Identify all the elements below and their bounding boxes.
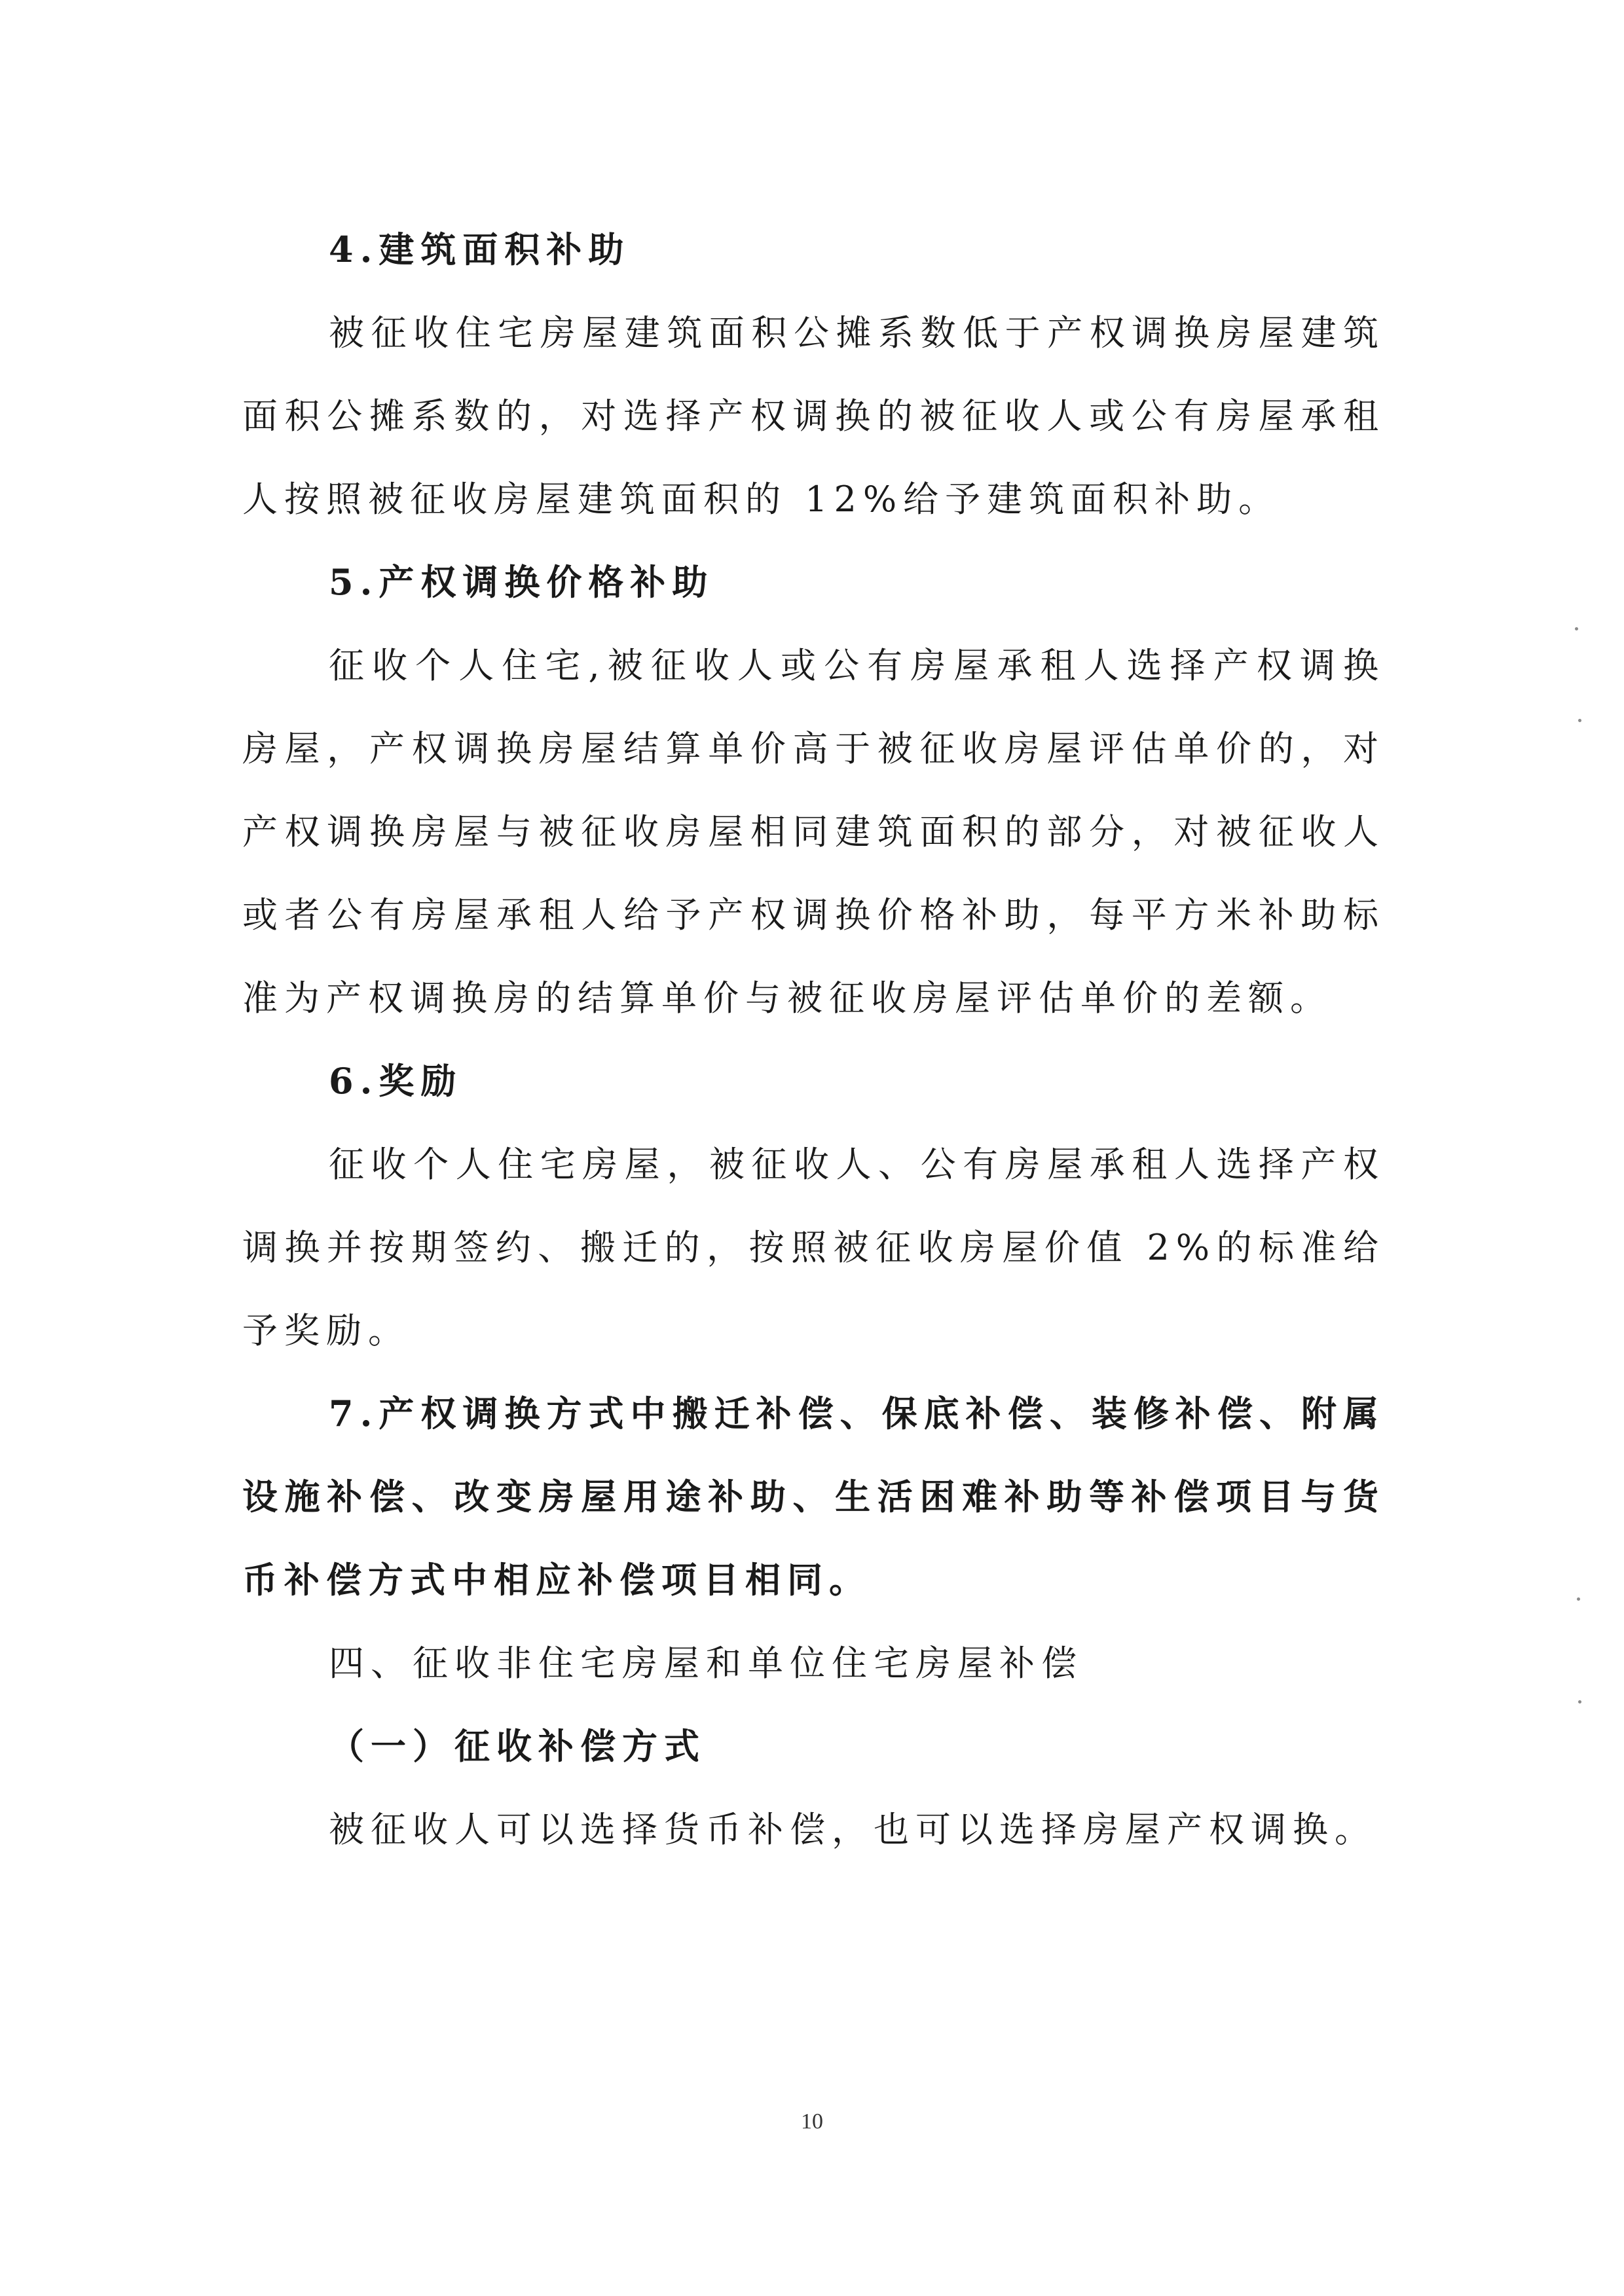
page-number: 10 <box>801 2109 823 2134</box>
paragraph-compensation-method: 被征收人可以选择货币补偿，也可以选择房屋产权调换。 <box>329 1809 1376 1850</box>
scan-speck <box>1575 627 1578 630</box>
heading-reward: 6.奖励 <box>329 1060 463 1102</box>
document-body <box>242 208 1385 1871</box>
scan-speck <box>1578 1700 1581 1704</box>
scan-speck <box>1577 1597 1580 1601</box>
paragraph-property-exchange-price-subsidy: 征收个人住宅,被征收人或公有房屋承租人选择产权调换房屋，产权调换房屋结算单价高于被征收房屋评估单价的，对产权调换房屋与被征收房屋相同建筑面积的部分，对被征收人或者公有房屋承租人给予产权调换价格补助，每平方米补助标准为产权调换房的结算单价与被征收房屋评估单价的差额。 <box>242 645 1385 1019</box>
scan-speck <box>1578 719 1581 722</box>
subheading-compensation-method: （一）征收补偿方式 <box>329 1725 706 1767</box>
paragraph-building-area-subsidy: 被征收住宅房屋建筑面积公摊系数低于产权调换房屋建筑面积公摊系数的，对选择产权调换的被征收人或公有房屋承租人按照被征收房屋建筑面积的 12%给予建筑面积补助。 <box>242 312 1385 520</box>
section-heading-non-residential: 四、征收非住宅房屋和单位住宅房屋补偿 <box>329 1643 1083 1684</box>
heading-building-area-subsidy: 4.建筑面积补助 <box>329 228 631 270</box>
paragraph-reward: 征收个人住宅房屋，被征收人、公有房屋承租人选择产权调换并按期签约、搬迁的，按照被征收房屋价值 2%的标准给予奖励。 <box>242 1144 1385 1351</box>
paragraph-compensation-items: 7.产权调换方式中搬迁补偿、保底补偿、装修补偿、附属设施补偿、改变房屋用途补助、生活困难补助等补偿项目与货币补偿方式中相应补偿项目相同。 <box>242 1393 1385 1601</box>
heading-property-exchange-price-subsidy: 5.产权调换价格补助 <box>329 561 714 603</box>
